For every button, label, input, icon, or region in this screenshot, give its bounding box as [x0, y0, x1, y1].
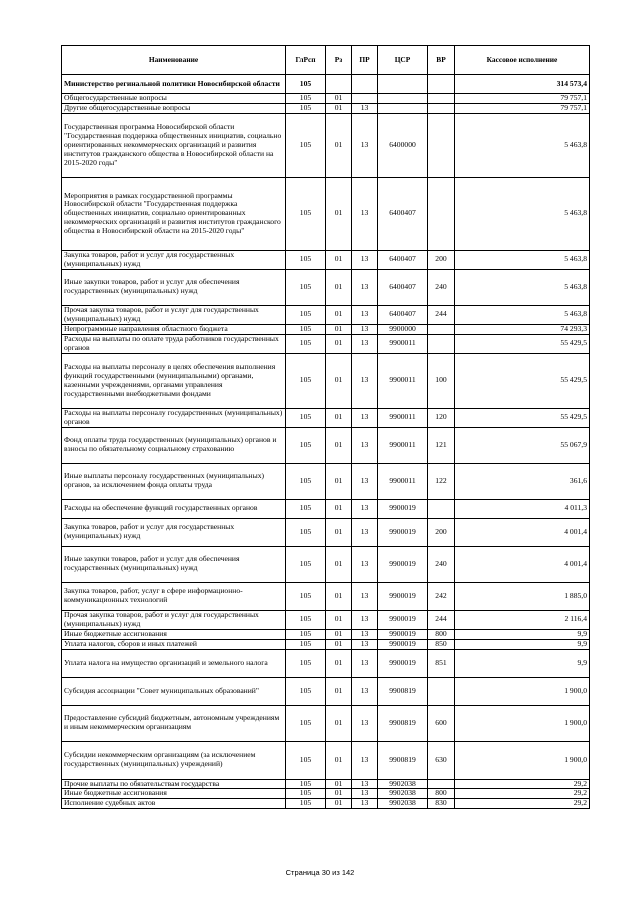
cell-grps: 105 [286, 103, 326, 113]
cell-name: Расходы на выплаты персоналу в целях обеспечения выполнения функций государственными (муниципальными) органами, казенными учреждениями, органами управления государственными внебюджетными фондами [62, 353, 286, 408]
cell-amount: 5 463,8 [455, 305, 590, 324]
cell-vr: 200 [428, 518, 455, 546]
cell-name: Расходы на выплаты по оплате труда работников государственных органов [62, 334, 286, 353]
table-row [62, 518, 590, 546]
cell-pr: 13 [352, 639, 378, 649]
cell-grps: 105 [286, 582, 326, 610]
cell-name: Закупка товаров, работ и услуг для государственных (муниципальных) нужд [62, 250, 286, 269]
cell-vr: 244 [428, 305, 455, 324]
cell-amount: 9,9 [455, 639, 590, 649]
cell-name: Мероприятия в рамках государственной программы Новосибирской области "Государственная поддержка общественных инициатив, социально ориентированных некоммерческих организаций и развития институтов гражданского общества в Новосибирской области на 2015-2020 годы" [62, 177, 286, 250]
cell-grps: 105 [286, 546, 326, 582]
cell-pr: 13 [352, 779, 378, 789]
table-row [62, 408, 590, 427]
cell-grps: 105 [286, 94, 326, 104]
cell-amount: 29,2 [455, 789, 590, 799]
cell-vr [428, 677, 455, 705]
cell-vr: 242 [428, 582, 455, 610]
cell-pr: 13 [352, 741, 378, 779]
cell-amount: 4 001,4 [455, 546, 590, 582]
cell-amount: 5 463,8 [455, 177, 590, 250]
cell-grps: 105 [286, 353, 326, 408]
cell-vr: 851 [428, 649, 455, 677]
cell-pr: 13 [352, 250, 378, 269]
cell-rz: 01 [326, 741, 352, 779]
cell-rz: 01 [326, 103, 352, 113]
cell-vr: 100 [428, 353, 455, 408]
cell-name: Прочая закупка товаров, работ и услуг для государственных (муниципальных) нужд [62, 610, 286, 629]
budget-table [61, 45, 590, 809]
cell-pr: 13 [352, 629, 378, 639]
cell-vr: 830 [428, 799, 455, 809]
cell-csr: 9900019 [378, 582, 428, 610]
table-row [62, 629, 590, 639]
cell-pr: 13 [352, 113, 378, 177]
cell-csr: 6400000 [378, 113, 428, 177]
header-csr: ЦСР [378, 46, 428, 75]
cell-grps: 105 [286, 649, 326, 677]
cell-rz: 01 [326, 427, 352, 463]
cell-pr: 13 [352, 546, 378, 582]
cell-amount: 361,6 [455, 463, 590, 499]
cell-amount: 2 116,4 [455, 610, 590, 629]
cell-amount: 55 067,9 [455, 427, 590, 463]
cell-amount: 29,2 [455, 779, 590, 789]
table-row [62, 789, 590, 799]
cell-vr [428, 499, 455, 518]
table-row [62, 94, 590, 104]
cell-name: Расходы на обеспечение функций государственных органов [62, 499, 286, 518]
cell-name: Государственная программа Новосибирской области "Государственная поддержка общественных инициатив, социально ориентированных некоммерческих организаций и развития институтов гражданского общества в Новосибирской области на 2015-2020 годы" [62, 113, 286, 177]
cell-rz: 01 [326, 324, 352, 334]
cell-grps: 105 [286, 789, 326, 799]
cell-name: Предоставление субсидий бюджетным, автономным учреждениям и иным некоммерческим организациям [62, 705, 286, 741]
cell-amount: 5 463,8 [455, 113, 590, 177]
header-amount: Кассовое исполнение [455, 46, 590, 75]
table-row [62, 779, 590, 789]
cell-amount: 4 011,3 [455, 499, 590, 518]
cell-vr: 800 [428, 629, 455, 639]
header-pr: ПР [352, 46, 378, 75]
cell-pr: 13 [352, 610, 378, 629]
cell-pr: 13 [352, 408, 378, 427]
cell-vr: 600 [428, 705, 455, 741]
cell-csr [378, 103, 428, 113]
cell-rz: 01 [326, 639, 352, 649]
cell-csr: 9902038 [378, 789, 428, 799]
cell-grps: 105 [286, 113, 326, 177]
cell-amount: 314 573,4 [455, 75, 590, 94]
cell-csr: 9900019 [378, 610, 428, 629]
cell-rz: 01 [326, 499, 352, 518]
cell-rz: 01 [326, 705, 352, 741]
cell-vr: 120 [428, 408, 455, 427]
cell-pr: 13 [352, 705, 378, 741]
cell-pr: 13 [352, 427, 378, 463]
cell-name: Иные закупки товаров, работ и услуг для обеспечения государственных (муниципальных) нужд [62, 269, 286, 305]
cell-rz: 01 [326, 546, 352, 582]
table-row [62, 250, 590, 269]
cell-grps: 105 [286, 705, 326, 741]
cell-name: Субсидия ассоциации "Совет муниципальных образований" [62, 677, 286, 705]
cell-csr: 9900011 [378, 408, 428, 427]
cell-amount: 9,9 [455, 629, 590, 639]
cell-csr: 9900019 [378, 639, 428, 649]
cell-grps: 105 [286, 499, 326, 518]
cell-name: Другие общегосударственные вопросы [62, 103, 286, 113]
cell-vr: 240 [428, 269, 455, 305]
cell-csr: 9900019 [378, 649, 428, 677]
cell-pr: 13 [352, 789, 378, 799]
cell-csr: 9902038 [378, 799, 428, 809]
cell-pr: 13 [352, 177, 378, 250]
cell-vr: 800 [428, 789, 455, 799]
cell-vr [428, 334, 455, 353]
cell-pr: 13 [352, 334, 378, 353]
cell-name: Фонд оплаты труда государственных (муниципальных) органов и взносы по обязательному социальному страхованию [62, 427, 286, 463]
cell-csr: 9900000 [378, 324, 428, 334]
cell-csr: 9900011 [378, 427, 428, 463]
cell-amount: 1 900,0 [455, 677, 590, 705]
cell-pr [352, 94, 378, 104]
cell-grps: 105 [286, 269, 326, 305]
cell-rz: 01 [326, 582, 352, 610]
cell-csr: 9900019 [378, 518, 428, 546]
cell-vr: 244 [428, 610, 455, 629]
cell-csr: 9902038 [378, 779, 428, 789]
table-row [62, 582, 590, 610]
cell-amount: 1 900,0 [455, 705, 590, 741]
cell-vr: 850 [428, 639, 455, 649]
table-row [62, 305, 590, 324]
cell-csr: 6400407 [378, 269, 428, 305]
cell-name: Иные выплаты персоналу государственных (муниципальных) органов, за исключением фонда оплаты труда [62, 463, 286, 499]
cell-pr [352, 75, 378, 94]
header-rz: Рз [326, 46, 352, 75]
cell-amount: 29,2 [455, 799, 590, 809]
cell-pr: 13 [352, 305, 378, 324]
cell-rz: 01 [326, 408, 352, 427]
cell-rz: 01 [326, 269, 352, 305]
table-row [62, 334, 590, 353]
cell-csr [378, 94, 428, 104]
cell-grps: 105 [286, 334, 326, 353]
cell-grps: 105 [286, 779, 326, 789]
cell-grps: 105 [286, 177, 326, 250]
cell-rz: 01 [326, 250, 352, 269]
cell-csr: 9900011 [378, 463, 428, 499]
cell-amount: 1 885,0 [455, 582, 590, 610]
table-row [62, 269, 590, 305]
cell-grps: 105 [286, 427, 326, 463]
table-row [62, 799, 590, 809]
table-row [62, 677, 590, 705]
cell-amount: 55 429,5 [455, 408, 590, 427]
cell-grps: 105 [286, 610, 326, 629]
table-row [62, 499, 590, 518]
cell-amount: 9,9 [455, 649, 590, 677]
table-row [62, 546, 590, 582]
cell-csr: 9900819 [378, 741, 428, 779]
cell-csr: 9900019 [378, 546, 428, 582]
cell-grps: 105 [286, 463, 326, 499]
cell-vr: 630 [428, 741, 455, 779]
table-row [62, 75, 590, 94]
cell-name: Общегосударственные вопросы [62, 94, 286, 104]
cell-grps: 105 [286, 741, 326, 779]
cell-rz: 01 [326, 334, 352, 353]
cell-rz: 01 [326, 94, 352, 104]
cell-rz: 01 [326, 789, 352, 799]
header-vr: ВР [428, 46, 455, 75]
cell-grps: 105 [286, 518, 326, 546]
cell-amount: 55 429,5 [455, 353, 590, 408]
cell-vr: 122 [428, 463, 455, 499]
cell-vr [428, 103, 455, 113]
cell-name: Закупка товаров, работ, услуг в сфере информационно-коммуникационных технологий [62, 582, 286, 610]
cell-rz: 01 [326, 779, 352, 789]
cell-csr: 6400407 [378, 177, 428, 250]
cell-grps: 105 [286, 75, 326, 94]
cell-rz [326, 75, 352, 94]
cell-vr: 200 [428, 250, 455, 269]
cell-name: Расходы на выплаты персоналу государственных (муниципальных) органов [62, 408, 286, 427]
cell-vr [428, 75, 455, 94]
page-number: Страница 30 из 142 [285, 868, 355, 877]
cell-name: Непрограммные направления областного бюджета [62, 324, 286, 334]
cell-amount: 79 757,1 [455, 103, 590, 113]
cell-csr: 9900019 [378, 499, 428, 518]
cell-csr: 9900011 [378, 334, 428, 353]
cell-csr: 9900019 [378, 629, 428, 639]
cell-vr: 240 [428, 546, 455, 582]
cell-csr: 9900011 [378, 353, 428, 408]
cell-name: Иные бюджетные ассигнования [62, 629, 286, 639]
cell-grps: 105 [286, 324, 326, 334]
cell-name: Иные закупки товаров, работ и услуг для обеспечения государственных (муниципальных) нужд [62, 546, 286, 582]
cell-name: Прочая закупка товаров, работ и услуг для государственных (муниципальных) нужд [62, 305, 286, 324]
cell-grps: 105 [286, 305, 326, 324]
cell-amount: 79 757,1 [455, 94, 590, 104]
table-row [62, 610, 590, 629]
cell-grps: 105 [286, 408, 326, 427]
cell-rz: 01 [326, 113, 352, 177]
cell-pr: 13 [352, 799, 378, 809]
cell-grps: 105 [286, 799, 326, 809]
cell-vr [428, 779, 455, 789]
cell-csr: 6400407 [378, 250, 428, 269]
table-row [62, 324, 590, 334]
table-row [62, 463, 590, 499]
cell-name: Исполнение судебных актов [62, 799, 286, 809]
table-row [62, 113, 590, 177]
cell-name: Закупка товаров, работ и услуг для государственных (муниципальных) нужд [62, 518, 286, 546]
cell-pr: 13 [352, 103, 378, 113]
cell-rz: 01 [326, 463, 352, 499]
cell-pr: 13 [352, 677, 378, 705]
table-row [62, 427, 590, 463]
table-row [62, 639, 590, 649]
cell-rz: 01 [326, 649, 352, 677]
cell-vr [428, 177, 455, 250]
cell-name: Уплата налогов, сборов и иных платежей [62, 639, 286, 649]
cell-rz: 01 [326, 353, 352, 408]
cell-rz: 01 [326, 305, 352, 324]
table-row [62, 353, 590, 408]
cell-csr: 9900819 [378, 677, 428, 705]
cell-grps: 105 [286, 677, 326, 705]
cell-vr: 121 [428, 427, 455, 463]
cell-pr: 13 [352, 324, 378, 334]
header-grps: ГлРсп [286, 46, 326, 75]
cell-name: Министерство регинальной политики Новосибирской области [62, 75, 286, 94]
cell-amount: 74 293,3 [455, 324, 590, 334]
cell-amount: 5 463,8 [455, 250, 590, 269]
cell-vr [428, 324, 455, 334]
table-body [62, 75, 590, 809]
table-row [62, 649, 590, 677]
cell-name: Уплата налога на имущество организаций и земельного налога [62, 649, 286, 677]
cell-pr: 13 [352, 353, 378, 408]
cell-name: Иные бюджетные ассигнования [62, 789, 286, 799]
cell-pr: 13 [352, 463, 378, 499]
cell-pr: 13 [352, 499, 378, 518]
cell-amount: 55 429,5 [455, 334, 590, 353]
table-row [62, 741, 590, 779]
cell-amount: 5 463,8 [455, 269, 590, 305]
header-name: Наименование [62, 46, 286, 75]
cell-vr [428, 113, 455, 177]
cell-csr: 9900819 [378, 705, 428, 741]
cell-rz: 01 [326, 677, 352, 705]
cell-rz: 01 [326, 799, 352, 809]
cell-csr: 6400407 [378, 305, 428, 324]
table-row [62, 705, 590, 741]
cell-pr: 13 [352, 582, 378, 610]
table-row [62, 103, 590, 113]
cell-grps: 105 [286, 629, 326, 639]
cell-name: Субсидии некоммерческим организациям (за исключением государственных (муниципальных) учреждений) [62, 741, 286, 779]
cell-rz: 01 [326, 518, 352, 546]
cell-csr [378, 75, 428, 94]
cell-pr: 13 [352, 649, 378, 677]
cell-pr: 13 [352, 518, 378, 546]
cell-vr [428, 94, 455, 104]
header-row [62, 46, 590, 75]
table-row [62, 177, 590, 250]
cell-rz: 01 [326, 610, 352, 629]
cell-amount: 4 001,4 [455, 518, 590, 546]
cell-grps: 105 [286, 250, 326, 269]
cell-grps: 105 [286, 639, 326, 649]
cell-pr: 13 [352, 269, 378, 305]
cell-amount: 1 900,0 [455, 741, 590, 779]
cell-name: Прочие выплаты по обязательствам государства [62, 779, 286, 789]
cell-rz: 01 [326, 177, 352, 250]
cell-rz: 01 [326, 629, 352, 639]
